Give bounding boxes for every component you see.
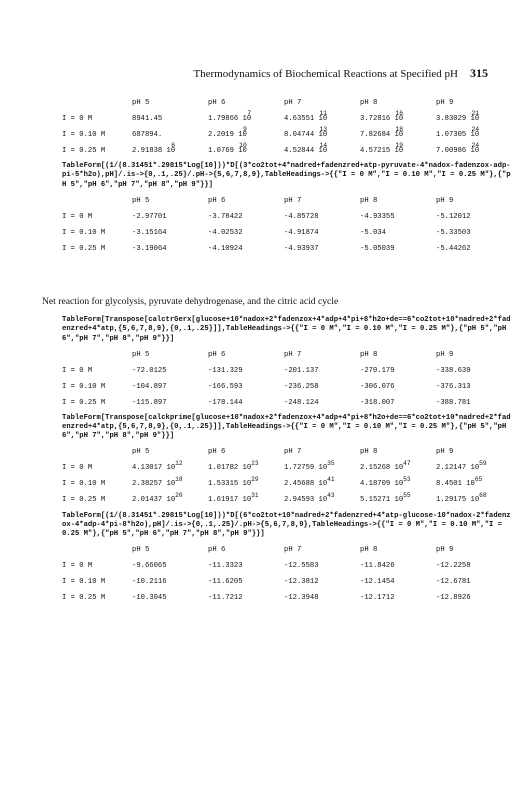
table-cell: -11.8426	[360, 562, 395, 571]
table-cell: -131.329	[208, 366, 243, 375]
table-cell	[208, 108, 284, 124]
col-header: pH 8	[360, 196, 378, 205]
table-cell: -9.66065	[132, 562, 167, 571]
cell-mantissa: 4.18709 10	[360, 480, 404, 489]
table-cell: -2.97701	[132, 212, 167, 221]
table-header-row	[62, 196, 506, 206]
cell-mantissa: 2.15268 10	[360, 464, 404, 473]
table-cell: -12.3812	[284, 578, 319, 587]
table-3	[62, 350, 506, 408]
table-cell: -318.007	[360, 398, 395, 407]
table-cell	[132, 140, 208, 156]
table-cell: -12.2258	[436, 562, 471, 571]
cell-mantissa: 5.15271 10	[360, 496, 404, 505]
table-cell: -178.144	[208, 398, 243, 407]
table-cell	[132, 474, 208, 490]
table-row	[62, 108, 506, 124]
cell-mantissa: 3.72816 10	[360, 114, 404, 123]
cell-mantissa: 4.57215 10	[360, 146, 404, 155]
page-content	[62, 96, 512, 260]
table-cell	[132, 458, 208, 474]
table-cell	[284, 108, 360, 124]
col-header: pH 6	[208, 196, 226, 205]
table-cell	[436, 140, 506, 156]
table-row	[62, 458, 506, 474]
table-cell: -104.897	[132, 382, 167, 391]
code-input: TableForm[(1/(8.31451*.29815*Log[10]))*D[(6*co2tot+10*nadred+2*fadenzred+4*atp-glucose-10*nadox-2*fadenzox-4*adp-4*pi-8*h2o),pH]/.is->{0,.1,.25}/.pH->{5,6,7,8,9},TableHeadings->{{"I = 0 M","I = 0.10 M","I = 0.25 M"},{"pH 5","pH 6","pH 7","pH 8","pH 9"}}]	[62, 511, 511, 539]
table-cell: -201.137	[284, 366, 319, 375]
table-cell: -4.91874	[284, 228, 319, 237]
page-content-lower	[62, 312, 512, 610]
cell-exponent: 21	[471, 109, 480, 117]
table-cell	[360, 490, 436, 506]
table-row	[62, 222, 506, 238]
table-row	[62, 360, 506, 376]
table-row	[62, 140, 506, 156]
row-label: I = 0 M	[62, 114, 93, 123]
cell-exponent: 18	[175, 476, 183, 484]
table-cell	[360, 124, 436, 140]
cell-exponent: 10	[239, 141, 247, 149]
table-row	[62, 572, 506, 588]
cell-mantissa: 1.72759 10	[284, 464, 328, 473]
table-cell	[436, 458, 506, 474]
table-cell: -5.034	[360, 228, 386, 237]
table-corner	[62, 546, 132, 556]
code-input: TableForm[Transpose[calctrGerx[glucose+10*nadox+2*fadenzox+4*adp+4*pi+8*h2o+de==6*co2tot+10*nadred+2*fadenzred+4*atp,{5,6,7,8,9},{0,.1,.25}]],TableHeadings->{{"I = 0 M","I = 0.10 M","I = 0.25 M"},{"pH 5","pH 6","pH 7","pH 8","pH 9"}}]	[62, 316, 511, 343]
table-cell: -4.93937	[284, 244, 319, 253]
cell-exponent: 31	[251, 492, 259, 500]
cell-exponent: 68	[479, 492, 487, 500]
cell-exponent: 14	[319, 141, 328, 149]
cell-exponent: 59	[479, 460, 487, 468]
table-cell: -12.5583	[284, 562, 319, 571]
col-header: pH 7	[284, 350, 302, 359]
table-corner	[62, 448, 132, 458]
row-label: I = 0.10 M	[62, 480, 106, 489]
cell-exponent: 11	[319, 109, 328, 117]
table-row	[62, 238, 506, 254]
cell-mantissa: 687894.	[132, 130, 163, 139]
col-header: pH 5	[132, 98, 150, 107]
section-heading: Net reaction for glycolysis, pyruvate dehydrogenase, and the citric acid cycle	[42, 296, 339, 307]
cell-mantissa: 1.61917 10	[208, 496, 252, 505]
row-label: I = 0 M	[62, 562, 93, 571]
cell-mantissa: 2.2019 10	[208, 130, 247, 139]
table-header-row	[62, 98, 506, 108]
col-header: pH 9	[436, 546, 454, 555]
table-cell	[436, 474, 506, 490]
page-number: 315	[470, 66, 488, 80]
table-cell: -12.1712	[360, 594, 395, 603]
code-input: TableForm[(1/(8.31451*.29815*Log[10]))*D[(3*co2tot+4*nadred+fadenzred+atp-pyruvate-4*nadox-fadenzox-adp-pi-5*h2o),pH]/.is->{0,.1,.25}/.pH->{5,6,7,8,9},TableHeadings->{{"I = 0 M","I = 0.10 M","I = 0.25 M"},{"pH 5","pH 6","pH 7","pH 8","pH 9"}}]	[62, 162, 511, 189]
cell-exponent: 18	[395, 125, 404, 133]
cell-mantissa: 2.45688 10	[284, 480, 328, 489]
table-corner	[62, 196, 132, 206]
col-header: pH 8	[360, 98, 378, 107]
table-cell	[208, 474, 284, 490]
table-cell: -12.1454	[360, 578, 395, 587]
table-cell	[208, 458, 284, 474]
table-cell: -12.6781	[436, 578, 471, 587]
cell-mantissa: 2.38257 10	[132, 480, 176, 489]
running-title: Thermodynamics of Biochemical Reactions at Specified pH	[193, 68, 458, 80]
table-header-row	[62, 546, 506, 556]
cell-mantissa: 7.82684 10	[360, 130, 404, 139]
table-cell	[132, 108, 208, 124]
table-cell	[360, 140, 436, 156]
row-label: I = 0.10 M	[62, 228, 106, 237]
cell-mantissa: 8.04744 10	[284, 130, 328, 139]
table-cell: -115.897	[132, 398, 167, 407]
col-header: pH 8	[360, 546, 378, 555]
cell-exponent: 41	[327, 476, 335, 484]
row-label: I = 0 M	[62, 212, 93, 221]
cell-exponent: 6	[171, 141, 176, 149]
table-cell: -11.7212	[208, 594, 243, 603]
cell-exponent: 19	[395, 141, 404, 149]
table-cell: -11.6205	[208, 578, 243, 587]
table-cell: -3.19064	[132, 244, 167, 253]
row-label: I = 0.10 M	[62, 130, 106, 139]
table-cell	[360, 108, 436, 124]
col-header: pH 5	[132, 448, 150, 457]
col-header: pH 6	[208, 546, 226, 555]
row-label: I = 0.25 M	[62, 398, 106, 407]
table-cell: -5.12012	[436, 212, 471, 221]
table-corner	[62, 350, 132, 360]
cell-mantissa: 1.29175 10	[436, 496, 480, 505]
table-row	[62, 556, 506, 572]
table-row	[62, 124, 506, 140]
row-label: I = 0.25 M	[62, 496, 106, 505]
cell-mantissa: 7.00986 10	[436, 146, 480, 155]
row-label: I = 0.25 M	[62, 594, 106, 603]
cell-mantissa: 1.53315 10	[208, 480, 252, 489]
row-label: I = 0.10 M	[62, 382, 106, 391]
table-row	[62, 376, 506, 392]
table-1	[62, 98, 506, 156]
row-label: I = 0 M	[62, 366, 93, 375]
row-label: I = 0.25 M	[62, 146, 106, 155]
cell-exponent: 24	[471, 141, 480, 149]
table-cell	[132, 124, 208, 140]
table-cell	[208, 490, 284, 506]
code-input: TableForm[Transpose[calckprime[glucose+10*nadox+2*fadenzox+4*adp+4*pi+8*h2o+de==6*co2tot+10*nadred+2*fadenzred+4*atp,{5,6,7,8,9},{0,.1,.25}]],TableHeadings->{{"I = 0 M","I = 0.10 M","I = 0.25 M"},{"pH 5","pH 6","pH 7","pH 8","pH 9"}}]	[62, 413, 511, 441]
col-header: pH 9	[436, 448, 454, 457]
col-header: pH 9	[436, 196, 454, 205]
table-cell: -10.2116	[132, 578, 167, 587]
col-header: pH 6	[208, 448, 226, 457]
table-cell: -5.33503	[436, 228, 471, 237]
table-cell: -11.3323	[208, 562, 243, 571]
table-row	[62, 490, 506, 506]
table-corner	[62, 98, 132, 108]
row-label: I = 0 M	[62, 464, 93, 473]
cell-mantissa: 2.94593 10	[284, 496, 328, 505]
col-header: pH 8	[360, 448, 378, 457]
table-cell: -388.781	[436, 398, 471, 407]
table-cell: -5.05039	[360, 244, 395, 253]
table-header-row	[62, 350, 506, 360]
row-label: I = 0.10 M	[62, 578, 106, 587]
table-row	[62, 392, 506, 408]
table-2	[62, 196, 506, 254]
table-cell: -5.44262	[436, 244, 471, 253]
col-header: pH 6	[208, 350, 226, 359]
table-row	[62, 474, 506, 490]
table-header-row	[62, 448, 506, 458]
table-cell	[132, 490, 208, 506]
table-cell: -10.3045	[132, 594, 167, 603]
cell-exponent: 43	[327, 492, 335, 500]
table-cell: -4.85728	[284, 212, 319, 221]
table-cell	[284, 490, 360, 506]
col-header: pH 8	[360, 350, 378, 359]
table-cell	[436, 108, 506, 124]
table-cell: -4.10924	[208, 244, 243, 253]
cell-exponent: 55	[403, 492, 411, 500]
cell-exponent: 29	[251, 476, 259, 484]
cell-exponent: 9	[242, 125, 247, 133]
cell-exponent: 16	[395, 109, 404, 117]
cell-exponent: 53	[403, 476, 411, 484]
table-cell: -270.179	[360, 366, 395, 375]
col-header: pH 5	[132, 350, 150, 359]
table-4	[62, 448, 506, 506]
cell-mantissa: 1.07305 10	[436, 130, 480, 139]
table-cell: -12.8926	[436, 594, 471, 603]
col-header: pH 6	[208, 98, 226, 107]
table-cell	[284, 458, 360, 474]
table-cell: -3.78422	[208, 212, 243, 221]
cell-mantissa: 4.13017 10	[132, 464, 176, 473]
table-cell	[284, 124, 360, 140]
table-row	[62, 206, 506, 222]
cell-mantissa: 2.12147 10	[436, 464, 480, 473]
cell-mantissa: 2.01437 10	[132, 496, 176, 505]
table-cell: -72.0125	[132, 366, 167, 375]
cell-exponent: 23	[251, 460, 259, 468]
table-cell	[208, 140, 284, 156]
cell-mantissa: 8.4501 10	[436, 480, 475, 489]
cell-exponent: 7	[247, 109, 252, 117]
table-cell	[436, 124, 506, 140]
table-cell: -236.258	[284, 382, 319, 391]
col-header: pH 7	[284, 546, 302, 555]
cell-mantissa: 4.63551 10	[284, 114, 328, 123]
cell-exponent: 47	[403, 460, 411, 468]
table-cell	[436, 490, 506, 506]
col-header: pH 5	[132, 546, 150, 555]
cell-mantissa: 1.01782 10	[208, 464, 252, 473]
table-cell: -248.124	[284, 398, 319, 407]
table-cell: -4.02532	[208, 228, 243, 237]
table-cell: -376.313	[436, 382, 471, 391]
cell-mantissa: 1.79866 10	[208, 114, 252, 123]
cell-mantissa: 1.0769 10	[208, 146, 247, 155]
table-cell: -166.593	[208, 382, 243, 391]
table-cell: -306.076	[360, 382, 395, 391]
cell-exponent: 24	[471, 125, 480, 133]
cell-exponent: 35	[327, 460, 335, 468]
table-cell	[284, 140, 360, 156]
col-header: pH 7	[284, 196, 302, 205]
cell-mantissa: 8941.45	[132, 114, 163, 123]
cell-mantissa: 4.52844 10	[284, 146, 328, 155]
cell-exponent: 13	[319, 125, 328, 133]
table-cell: -4.93355	[360, 212, 395, 221]
row-label: I = 0.25 M	[62, 244, 106, 253]
cell-exponent: 12	[175, 460, 183, 468]
table-cell	[284, 474, 360, 490]
col-header: pH 5	[132, 196, 150, 205]
table-cell: -12.3948	[284, 594, 319, 603]
cell-exponent: 65	[474, 476, 483, 484]
table-cell: -338.639	[436, 366, 471, 375]
cell-mantissa: 3.83029 10	[436, 114, 480, 123]
cell-exponent: 20	[175, 492, 183, 500]
table-cell	[208, 124, 284, 140]
cell-mantissa: 2.91838 10	[132, 146, 176, 155]
col-header: pH 7	[284, 98, 302, 107]
col-header: pH 9	[436, 350, 454, 359]
col-header: pH 7	[284, 448, 302, 457]
table-row	[62, 588, 506, 604]
col-header: pH 9	[436, 98, 454, 107]
running-header	[193, 66, 488, 81]
table-cell	[360, 474, 436, 490]
table-cell	[360, 458, 436, 474]
table-5	[62, 546, 506, 604]
table-cell: -3.15164	[132, 228, 167, 237]
